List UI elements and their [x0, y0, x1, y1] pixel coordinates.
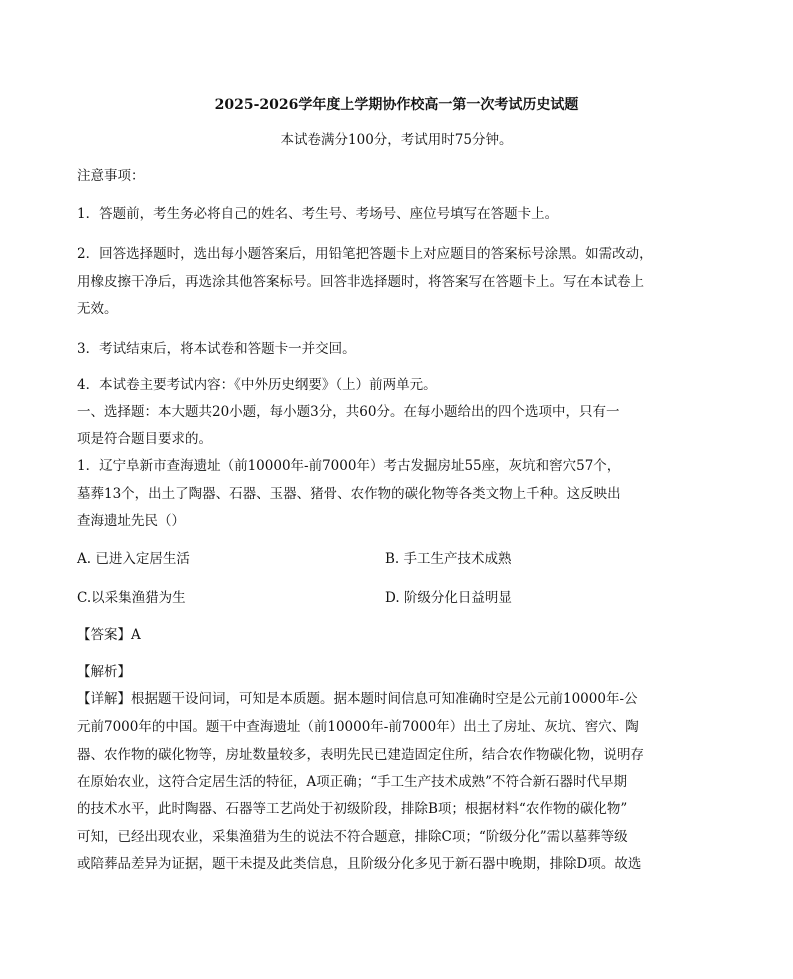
answer-label: 【答案】A — [77, 627, 141, 643]
section-heading-line-1: 一、选择题：本大题共20小题，每小题3分，共60分。在每小题给出的四个选项中，只有一 — [77, 404, 620, 420]
question-1-stem-line-3: 查海遗址先民（） — [77, 513, 185, 529]
detail-line: 的技术水平，此时陶器、石器等工艺尚处于初级阶段，排除B项；根据材料“农作物的碳化物” — [77, 801, 628, 817]
option-d: D. 阶级分化日益明显 — [385, 590, 512, 606]
notice-item-2-line-2: 用橡皮擦干净后，再选涂其他答案标号。回答非选择题时，将答案写在答题卡上。写在本试卷上 — [77, 274, 644, 290]
option-b: B. 手工生产技术成熟 — [385, 551, 512, 567]
analysis-heading: 【解析】 — [77, 664, 131, 680]
notice-item-1: 1．答题前，考生务必将自己的姓名、考生号、考场号、座位号填写在答题卡上。 — [77, 206, 559, 222]
question-1-stem-line-1: 1．辽宁阜新市查海遗址（前10000年-前7000年）考古发掘房址55座，灰坑和窖穴57个， — [77, 458, 621, 474]
question-1-stem-line-2: 墓葬13个，出土了陶器、石器、玉器、猪骨、农作物的碳化物等各类文物上千种。这反映出 — [77, 486, 621, 502]
notice-item-2-line-1: 2．回答选择题时，选出每小题答案后，用铅笔把答题卡上对应题目的答案标号涂黑。如需改动， — [77, 246, 653, 262]
section-heading-line-2: 项是符合题目要求的。 — [77, 431, 212, 447]
detail-line: 器、农作物的碳化物等，房址数量较多，表明先民已建造固定住所，结合农作物碳化物，说明存 — [77, 747, 644, 763]
detail-line: 可知，已经出现农业，采集渔猎为生的说法不符合题意，排除C项；“阶级分化”需以墓葬等级 — [77, 829, 628, 845]
exam-title: 2025-2026学年度上学期协作校高一第一次考试历史试题 — [214, 97, 579, 113]
detail-line: 或陪葬品差异为证据，题干未提及此类信息，且阶级分化多见于新石器中晚期，排除D项。故选 — [77, 856, 642, 872]
option-a: A. 已进入定居生活 — [77, 551, 190, 567]
exam-subtitle: 本试卷满分100分，考试用时75分钟。 — [280, 132, 513, 148]
detail-line: 【详解】根据题干设问词，可知是本质题。据本题时间信息可知准确时空是公元前10000年-公 — [77, 691, 638, 707]
detail-line: 元前7000年的中国。题干中查海遗址（前10000年-前7000年）出土了房址、灰坑、窖穴、陶 — [77, 719, 639, 735]
detail-line: 在原始农业，这符合定居生活的特征，A项正确；“手工生产技术成熟”不符合新石器时代早期 — [77, 774, 628, 790]
notice-item-2-line-3: 无效。 — [77, 301, 118, 317]
notice-item-4: 4．本试卷主要考试内容：《中外历史纲要》（上）前两单元。 — [77, 377, 437, 393]
option-c: C.以采集渔猎为生 — [77, 590, 186, 606]
notice-item-3: 3．考试结束后，将本试卷和答题卡一并交回。 — [77, 341, 356, 357]
notice-heading: 注意事项： — [77, 168, 145, 184]
